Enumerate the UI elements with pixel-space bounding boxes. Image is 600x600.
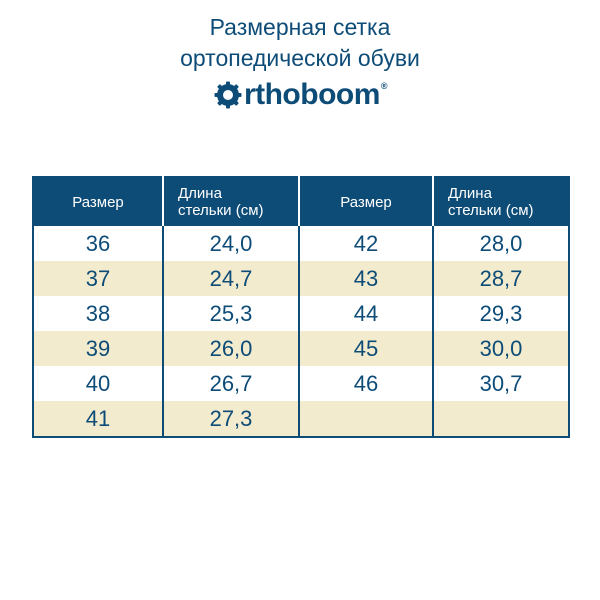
header-length-line-1: Длина [178,185,222,202]
length-cell: 26,7 [163,366,299,401]
page-title [0,12,600,74]
size-cell: 36 [33,226,163,261]
table-header-row [33,177,569,226]
length-cell: 30,0 [433,331,569,366]
header-length-line-2: стельки (см) [448,202,534,219]
table-row [33,366,569,401]
header-size-2: Размер [299,177,433,226]
length-cell [433,401,569,437]
length-cell: 26,0 [163,331,299,366]
brand-logo [0,78,600,115]
size-cell: 42 [299,226,433,261]
length-cell: 30,7 [433,366,569,401]
size-cell: 39 [33,331,163,366]
size-chart-table [32,176,570,438]
table-row [33,296,569,331]
header-insole-length-1 [163,177,299,226]
length-cell: 24,7 [163,261,299,296]
length-cell: 29,3 [433,296,569,331]
length-cell: 24,0 [163,226,299,261]
length-cell: 27,3 [163,401,299,437]
table-row [33,401,569,437]
title-line-1: Размерная сетка [209,14,391,40]
logo-text: rthoboom [243,78,380,111]
size-cell: 44 [299,296,433,331]
header-insole-length-2 [433,177,569,226]
size-cell: 37 [33,261,163,296]
table-row [33,331,569,366]
size-cell: 40 [33,366,163,401]
size-cell: 38 [33,296,163,331]
registered-mark: ® [380,81,388,91]
size-cell: 46 [299,366,433,401]
header-length-line-2: стельки (см) [178,202,264,219]
length-cell: 28,7 [433,261,569,296]
table-row [33,261,569,296]
header-length-line-1: Длина [448,185,492,202]
size-cell: 45 [299,331,433,366]
size-cell: 41 [33,401,163,437]
title-line-2: ортопедической обуви [180,45,420,71]
length-cell: 25,3 [163,296,299,331]
length-cell: 28,0 [433,226,569,261]
gear-o-icon [213,80,243,110]
table-row [33,226,569,261]
header-size-1: Размер [33,177,163,226]
size-cell: 43 [299,261,433,296]
size-cell [299,401,433,437]
